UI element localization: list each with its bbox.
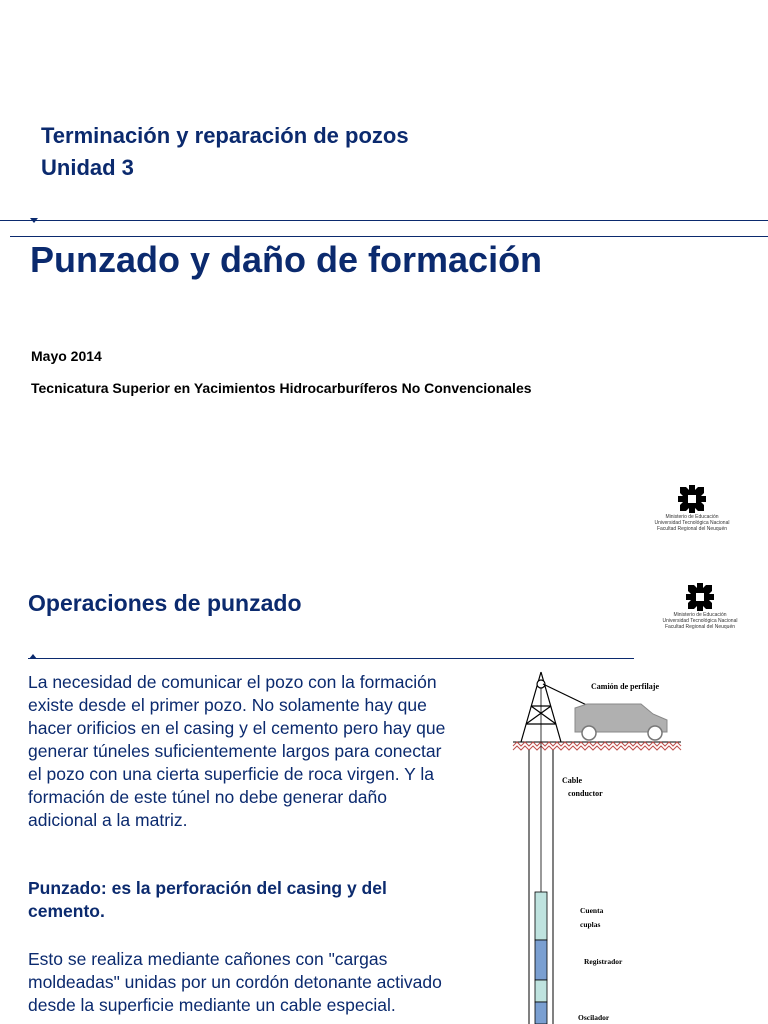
wireline-diagram [505, 666, 705, 1024]
intro-paragraph: La necesidad de comunicar el pozo con la formación existe desde el primer pozo. No solamente hay que hacer orificios en el casing y el cemento pero hay que generar túneles suficientemente largos para conectar el pozo con una cierta superficie de roca virgen. Y la formación de este túnel no debe generar daño adicional a la matriz. [28, 672, 446, 830]
logo-caption-2: Universidad Tecnológica Nacional [662, 618, 738, 624]
definition-paragraph: Punzado: es la perforación del casing y del cemento. [28, 878, 387, 921]
divider-marker-icon [29, 654, 37, 659]
logo-caption-2: Universidad Tecnológica Nacional [654, 520, 730, 526]
divider-marker-icon [30, 218, 38, 223]
tool-string [535, 892, 547, 1024]
logo-caption-1: Ministerio de Educación [665, 514, 719, 520]
logo-caption-3: Facultad Regional del Neuquén [664, 624, 736, 630]
recorder-label: Registrador [584, 957, 623, 966]
ground-surface [513, 742, 681, 750]
oscillator-label: Oscilador [578, 1013, 610, 1022]
page-title: Punzado y daño de formación [30, 239, 543, 280]
divider-line [28, 658, 634, 659]
cable-label: conductor [568, 789, 603, 798]
section-title: Operaciones de punzado [28, 590, 302, 616]
logo-caption-3: Facultad Regional del Neuquén [656, 526, 728, 532]
utn-logo [632, 484, 752, 532]
cable-label: Cable [562, 776, 582, 785]
date-label: Mayo 2014 [31, 348, 102, 364]
utn-emblem-icon [677, 484, 707, 514]
divider-line [10, 236, 768, 237]
program-label: Tecnicatura Superior en Yacimientos Hidrocarburíferos No Convencionales [31, 380, 532, 396]
utn-emblem-icon [685, 582, 715, 612]
truck-label: Camión de perfilaje [591, 682, 659, 691]
logo-caption-1: Ministerio de Educación [673, 612, 727, 618]
course-name: Terminación y reparación de pozos [41, 123, 409, 148]
utn-logo [640, 582, 760, 630]
course-title [41, 120, 641, 184]
divider-line [0, 220, 768, 221]
unit-label: Unidad 3 [41, 155, 134, 180]
logging-truck-icon [575, 704, 667, 740]
method-paragraph: Esto se realiza mediante cañones con "cargas moldeadas" unidas por un cordón detonante activado desde la superficie mediante un cable especial. [28, 949, 442, 1015]
cupla-counter-label: cuplas [580, 920, 601, 929]
cupla-counter-label: Cuenta [580, 906, 604, 915]
